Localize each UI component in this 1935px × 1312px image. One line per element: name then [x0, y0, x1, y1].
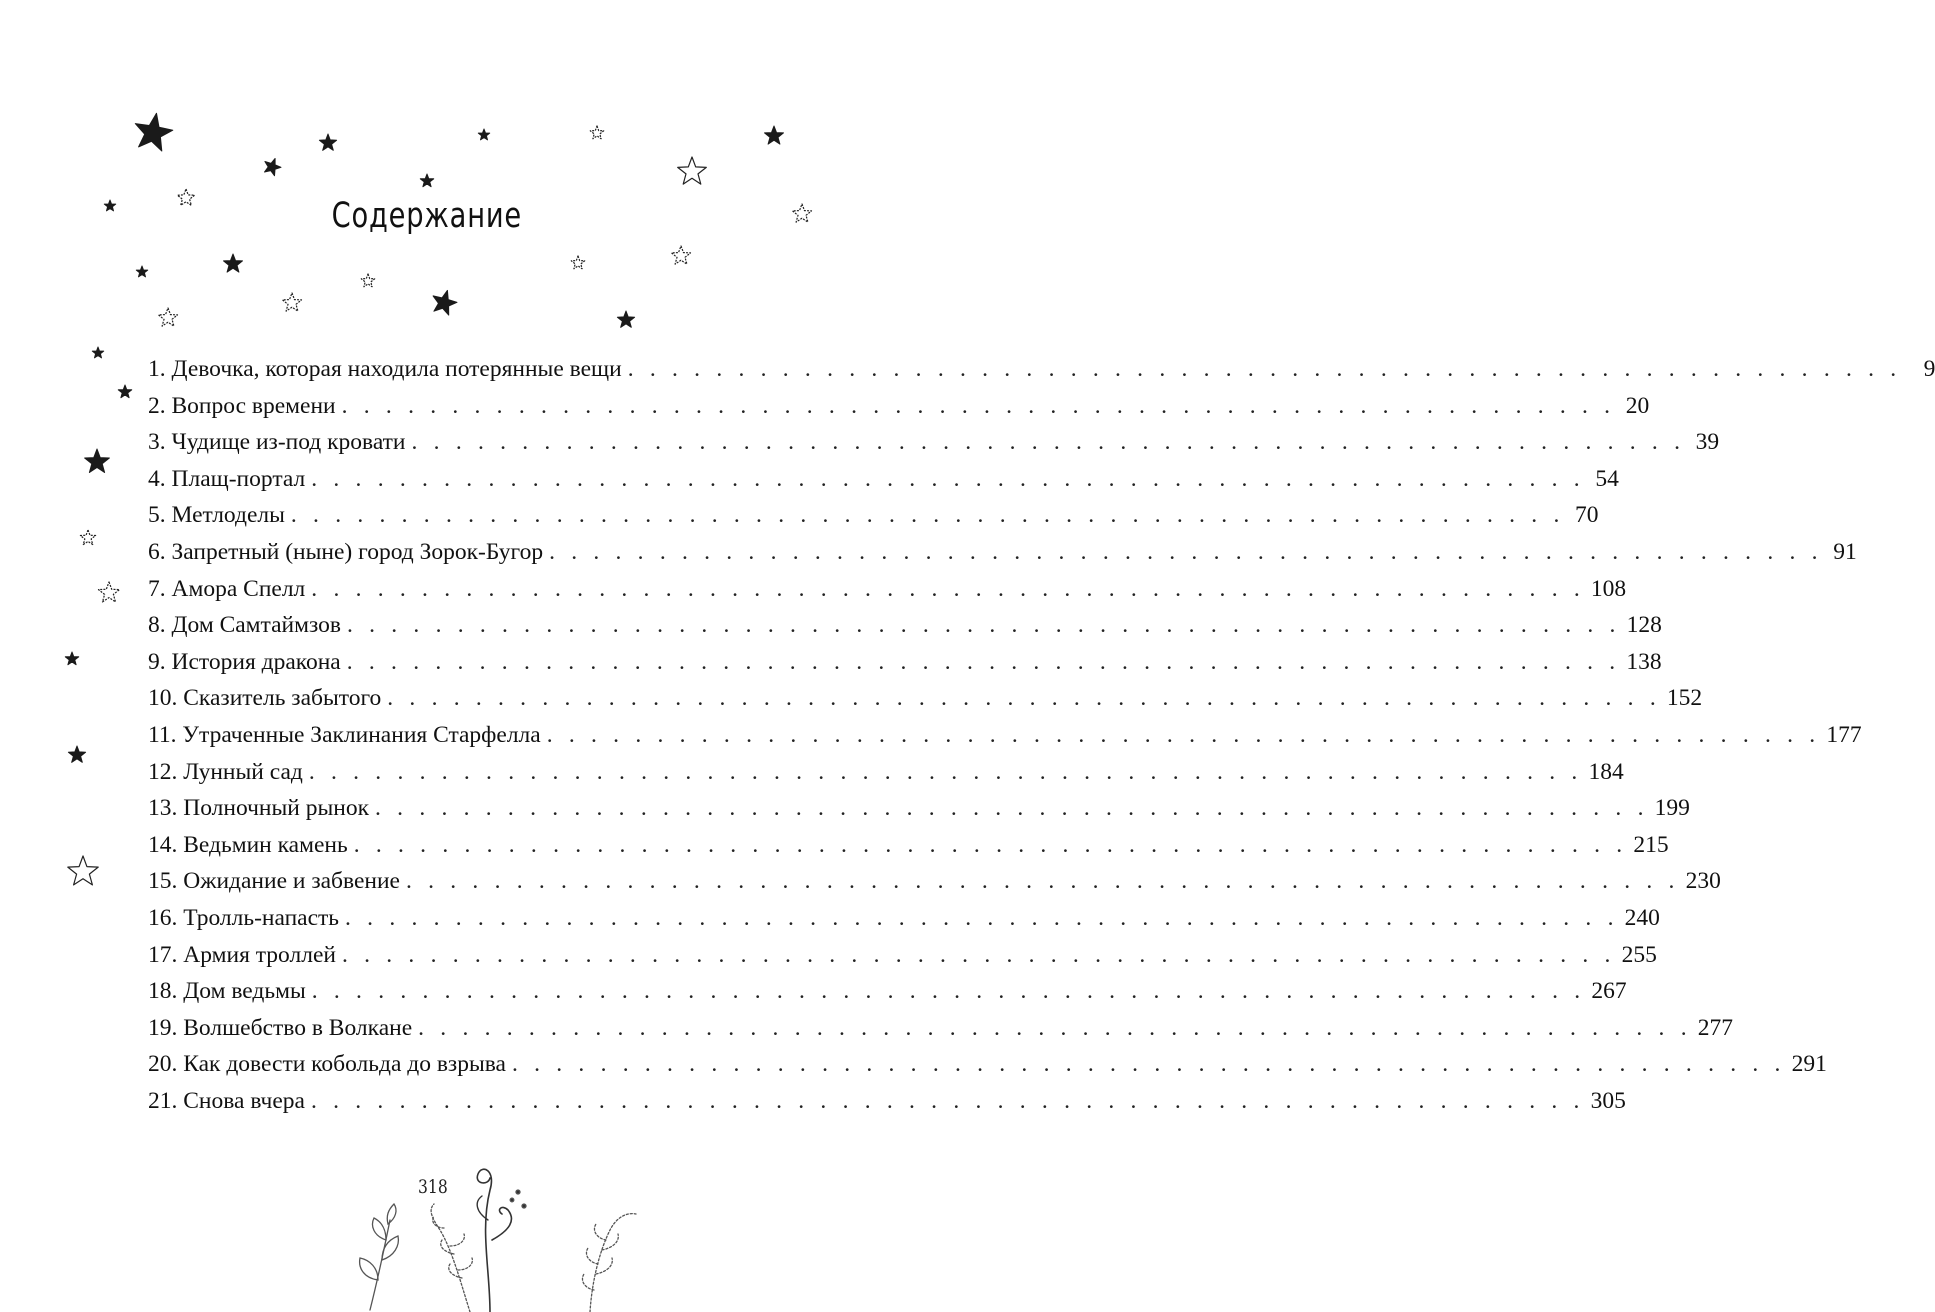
toc-entry-page: 91: [1833, 538, 1857, 565]
toc-entry: [148, 754, 1624, 791]
star-icon: [361, 274, 374, 287]
toc-entry-page: 138: [1626, 648, 1662, 675]
star-icon: [793, 204, 812, 222]
star-icon: [80, 530, 95, 545]
toc-entry-title: 10. Сказитель забытого: [148, 685, 382, 712]
toc-leader-dots: . . . . . . . . . . . . . . . . . . . . . . . . . . . . . . . . . . . . . . . . . . . . . . . . . . . . . . . . . .: [290, 502, 1565, 529]
toc-entry-page: 39: [1695, 429, 1720, 456]
toc-entry-title: 11. Утраченные Заклинания Старфелла: [148, 721, 541, 748]
toc-entry: [148, 571, 1627, 608]
toc-entry-title: 7. Амора Спелл: [148, 575, 306, 602]
toc-leader-dots: . . . . . . . . . . . . . . . . . . . . . . . . . . . . . . . . . . . . . . . . . . . . . . . . . . . . . . . . . .: [418, 1014, 1692, 1041]
toc-entry: [148, 534, 1857, 571]
toc-leader-dots: . . . . . . . . . . . . . . . . . . . . . . . . . . . . . . . . . . . . . . . . . . . . . . . . . . . . . . . . . .: [311, 575, 1585, 602]
toc-entry-title: 6. Запретный (ныне) город Зорок-Бугор: [148, 538, 544, 565]
toc-leader-dots: . . . . . . . . . . . . . . . . . . . . . . . . . . . . . . . . . . . . . . . . . . . . . . . . . . . . . . . . . .: [311, 465, 1585, 492]
star-icon: [420, 174, 433, 187]
toc-entry-title: 15. Ожидание и забвение: [148, 868, 400, 895]
toc-leader-dots: . . . . . . . . . . . . . . . . . . . . . . . . . . . . . . . . . . . . . . . . . . . . . . . . . . . . . . . . . .: [411, 429, 1686, 456]
toc-entry-title: 12. Лунный сад: [148, 758, 303, 785]
page-number: 318: [418, 1176, 448, 1198]
toc-entry: [148, 461, 1619, 498]
toc-entry: [148, 717, 1862, 754]
toc-leader-dots: . . . . . . . . . . . . . . . . . . . . . . . . . . . . . . . . . . . . . . . . . . . . . . . . . . . . . . . . . .: [346, 612, 1621, 639]
toc-leader-dots: . . . . . . . . . . . . . . . . . . . . . . . . . . . . . . . . . . . . . . . . . . . . . . . . . . . . . . . . . .: [375, 795, 1649, 822]
toc-leader-dots: . . . . . . . . . . . . . . . . . . . . . . . . . . . . . . . . . . . . . . . . . . . . . . . . . . . . . . . . . .: [511, 1051, 1786, 1078]
toc-leader-dots: . . . . . . . . . . . . . . . . . . . . . . . . . . . . . . . . . . . . . . . . . . . . . . . . . . . . . . . . . .: [387, 685, 1661, 712]
toc-entry: [148, 351, 1935, 388]
toc-entry: [148, 1083, 1626, 1120]
toc-entry-title: 21. Снова вчера: [148, 1087, 305, 1114]
toc-entry-page: 277: [1697, 1014, 1734, 1041]
toc-entry-title: 1. Девочка, которая находила потерянные вещи: [148, 356, 622, 382]
star-icon: [68, 856, 98, 885]
star-icon: [319, 134, 336, 150]
toc-leader-dots: . . . . . . . . . . . . . . . . . . . . . . . . . . . . . . . . . . . . . . . . . . . . . . . . . . . . . . . . . .: [308, 758, 1583, 785]
toc-entry: [148, 644, 1662, 681]
toc-entry: [148, 497, 1599, 534]
toc-entry: [148, 790, 1690, 827]
toc-entry-page: 152: [1666, 685, 1703, 712]
toc-entry: [148, 424, 1720, 461]
toc-entry-title: 13. Полночный рынок: [148, 795, 370, 822]
toc-entry-title: 19. Волшебство в Волкане: [148, 1014, 413, 1041]
toc-entry-title: 18. Дом ведьмы: [148, 978, 306, 1005]
star-icon: [92, 347, 103, 358]
toc-entry-page: 291: [1791, 1051, 1827, 1078]
toc-entry-page: 177: [1826, 721, 1862, 748]
toc-entry-title: 20. Как довести кобольда до взрыва: [148, 1051, 506, 1078]
star-icon: [136, 266, 147, 277]
star-icon: [478, 129, 489, 140]
star-icon: [283, 293, 302, 311]
star-icon: [65, 652, 78, 665]
toc-entry-page: 215: [1633, 831, 1669, 858]
star-icon: [68, 746, 85, 762]
toc-leader-dots: . . . . . . . . . . . . . . . . . . . . . . . . . . . . . . . . . . . . . . . . . . . . . . . . . . . . . . . . . .: [353, 831, 1628, 858]
toc-leader-dots: . . . . . . . . . . . . . . . . . . . . . . . . . . . . . . . . . . . . . . . . . . . . . . . . . . . . . . . . . .: [346, 648, 1621, 675]
star-icon: [590, 126, 603, 139]
star-icon: [672, 246, 691, 264]
toc-entry-title: 17. Армия троллей: [148, 941, 336, 968]
toc-entry-title: 16. Тролль-напасть: [148, 904, 340, 931]
toc-leader-dots: . . . . . . . . . . . . . . . . . . . . . . . . . . . . . . . . . . . . . . . . . . . . . . . . . . . . . . . . . .: [546, 721, 1821, 748]
toc-entry-title: 14. Ведьмин камень: [148, 831, 348, 858]
toc-entry: [148, 388, 1650, 425]
star-icon: [85, 449, 110, 473]
toc-entry: [148, 973, 1627, 1010]
toc-entry: [148, 680, 1703, 717]
toc-leader-dots: . . . . . . . . . . . . . . . . . . . . . . . . . . . . . . . . . . . . . . . . . . . . . . . . . . . . . . . . . .: [341, 941, 1616, 968]
page-title: Содержание: [331, 196, 522, 236]
toc-entry-page: 240: [1624, 904, 1660, 931]
toc-entry-page: 255: [1621, 941, 1657, 968]
star-icon: [224, 254, 243, 272]
toc-entry-page: 54: [1595, 465, 1619, 492]
toc-entry-title: 3. Чудище из-под кровати: [148, 429, 406, 456]
toc-entry-page: 9: [1923, 356, 1935, 382]
toc-entry-title: 4. Плащ-портал: [148, 465, 306, 492]
toc-entry-page: 20: [1625, 392, 1650, 419]
star-icon: [159, 308, 178, 326]
star-icon: [617, 311, 634, 327]
toc-entry-page: 128: [1626, 612, 1662, 639]
toc-entry-page: 70: [1575, 502, 1599, 529]
toc-entry: [148, 607, 1662, 644]
star-icon: [135, 113, 173, 151]
star-icon: [99, 582, 120, 602]
toc-leader-dots: . . . . . . . . . . . . . . . . . . . . . . . . . . . . . . . . . . . . . . . . . . . . . . . . . . . . . . . . . .: [549, 538, 1823, 565]
toc-entry-page: 108: [1590, 575, 1627, 602]
toc-entry-page: 184: [1588, 758, 1624, 785]
toc-entry: [148, 863, 1721, 900]
toc-entry: [148, 1046, 1827, 1083]
toc-entry-page: 199: [1654, 795, 1690, 822]
star-icon: [765, 126, 784, 144]
toc-entry-title: 2. Вопрос времени: [148, 392, 336, 419]
toc-entry: [148, 937, 1657, 974]
toc-leader-dots: . . . . . . . . . . . . . . . . . . . . . . . . . . . . . . . . . . . . . . . . . . . . . . . . . . . . . . . . . .: [405, 868, 1680, 895]
star-icon: [265, 159, 282, 176]
toc-leader-dots: . . . . . . . . . . . . . . . . . . . . . . . . . . . . . . . . . . . . . . . . . . . . . . . . . . . . . . . . . .: [627, 356, 1902, 382]
toc-entry-title: 8. Дом Самтаймзов: [148, 612, 341, 639]
toc-entry: [148, 900, 1660, 937]
toc-leader-dots: . . . . . . . . . . . . . . . . . . . . . . . . . . . . . . . . . . . . . . . . . . . . . . . . . . . . . . . . . .: [345, 904, 1619, 931]
toc-entry: [148, 827, 1669, 864]
star-icon: [678, 157, 707, 184]
toc-leader-dots: . . . . . . . . . . . . . . . . . . . . . . . . . . . . . . . . . . . . . . . . . . . . . . . . . . . . . . . . . .: [310, 1087, 1585, 1114]
toc-entry-page: 305: [1590, 1087, 1626, 1114]
toc-leader-dots: . . . . . . . . . . . . . . . . . . . . . . . . . . . . . . . . . . . . . . . . . . . . . . . . . . . . . . . . . .: [311, 978, 1586, 1005]
toc-entry: [148, 1010, 1734, 1047]
toc-entry-page: 230: [1685, 868, 1721, 895]
star-icon: [118, 385, 131, 398]
toc-leader-dots: . . . . . . . . . . . . . . . . . . . . . . . . . . . . . . . . . . . . . . . . . . . . . . . . . . . . . . . . . .: [341, 392, 1616, 419]
star-icon: [571, 256, 584, 269]
fern-illustration: [340, 1150, 660, 1312]
star-icon: [433, 290, 457, 315]
toc-entry-page: 267: [1591, 978, 1627, 1005]
toc-entry-title: 9. История дракона: [148, 648, 341, 675]
table-of-contents: [148, 351, 1935, 1119]
toc-entry-title: 5. Метлоделы: [148, 502, 285, 529]
